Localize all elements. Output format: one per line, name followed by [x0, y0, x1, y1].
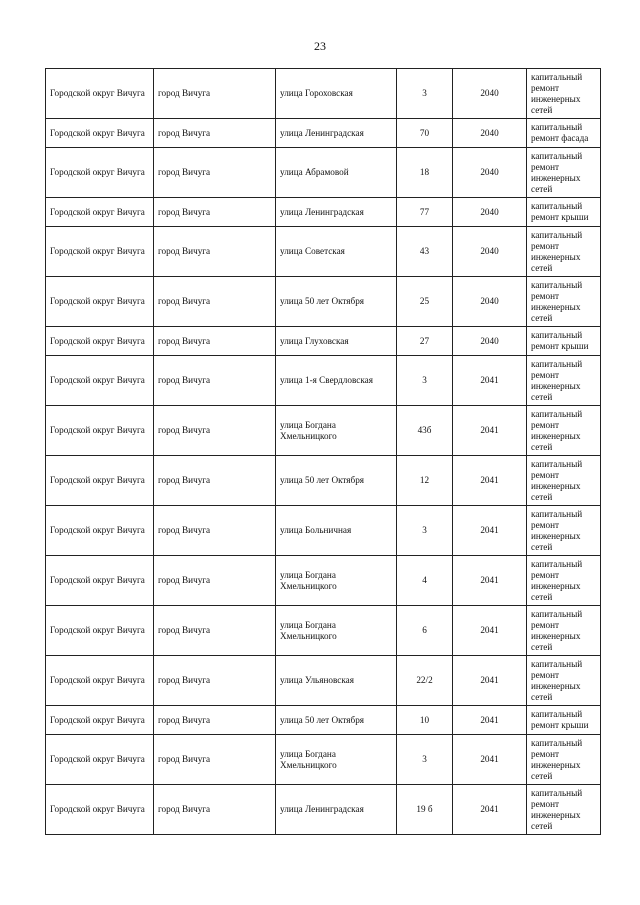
city-cell: город Вичуга — [154, 656, 276, 706]
work-cell: капитальный ремонт крыши — [527, 198, 601, 227]
okrug-cell: Городской округ Вичуга — [46, 356, 154, 406]
house-cell: 12 — [397, 456, 453, 506]
year-cell: 2041 — [453, 656, 527, 706]
house-cell: 25 — [397, 277, 453, 327]
year-cell: 2040 — [453, 227, 527, 277]
house-cell: 3 — [397, 69, 453, 119]
street-cell: улица Богдана Хмельницкого — [276, 556, 397, 606]
city-cell: город Вичуга — [154, 198, 276, 227]
year-cell: 2041 — [453, 606, 527, 656]
work-cell: капитальный ремонт фасада — [527, 119, 601, 148]
city-cell: город Вичуга — [154, 785, 276, 835]
city-cell: город Вичуга — [154, 119, 276, 148]
city-cell: город Вичуга — [154, 148, 276, 198]
okrug-cell: Городской округ Вичуга — [46, 735, 154, 785]
okrug-cell: Городской округ Вичуга — [46, 656, 154, 706]
okrug-cell: Городской округ Вичуга — [46, 119, 154, 148]
house-cell: 3 — [397, 735, 453, 785]
work-cell: капитальный ремонт крыши — [527, 327, 601, 356]
house-cell: 27 — [397, 327, 453, 356]
table-row — [46, 327, 601, 356]
year-cell: 2040 — [453, 148, 527, 198]
table-row — [46, 506, 601, 556]
year-cell: 2040 — [453, 69, 527, 119]
city-cell: город Вичуга — [154, 506, 276, 556]
city-cell: город Вичуга — [154, 556, 276, 606]
table-row — [46, 69, 601, 119]
okrug-cell: Городской округ Вичуга — [46, 556, 154, 606]
house-cell: 18 — [397, 148, 453, 198]
city-cell: город Вичуга — [154, 277, 276, 327]
city-cell: город Вичуга — [154, 69, 276, 119]
table-row — [46, 227, 601, 277]
city-cell: город Вичуга — [154, 356, 276, 406]
house-cell: 70 — [397, 119, 453, 148]
work-cell: капитальный ремонт инженерных сетей — [527, 406, 601, 456]
table-row — [46, 556, 601, 606]
okrug-cell: Городской округ Вичуга — [46, 69, 154, 119]
year-cell: 2041 — [453, 406, 527, 456]
table-body — [46, 69, 601, 835]
work-cell: капитальный ремонт инженерных сетей — [527, 656, 601, 706]
street-cell: улица 50 лет Октября — [276, 456, 397, 506]
city-cell: город Вичуга — [154, 706, 276, 735]
year-cell: 2041 — [453, 556, 527, 606]
work-cell: капитальный ремонт инженерных сетей — [527, 69, 601, 119]
house-cell: 19 б — [397, 785, 453, 835]
work-cell: капитальный ремонт инженерных сетей — [527, 735, 601, 785]
street-cell: улица Богдана Хмельницкого — [276, 606, 397, 656]
table-row — [46, 406, 601, 456]
street-cell: улица Глуховская — [276, 327, 397, 356]
street-cell: улица Ленинградская — [276, 198, 397, 227]
okrug-cell: Городской округ Вичуга — [46, 327, 154, 356]
year-cell: 2041 — [453, 456, 527, 506]
street-cell: улица Ленинградская — [276, 785, 397, 835]
work-cell: капитальный ремонт инженерных сетей — [527, 785, 601, 835]
street-cell: улица Больничная — [276, 506, 397, 556]
table-row — [46, 119, 601, 148]
house-cell: 22/2 — [397, 656, 453, 706]
work-cell: капитальный ремонт инженерных сетей — [527, 356, 601, 406]
house-cell: 3 — [397, 356, 453, 406]
work-cell: капитальный ремонт инженерных сетей — [527, 148, 601, 198]
table-row — [46, 356, 601, 406]
year-cell: 2041 — [453, 706, 527, 735]
okrug-cell: Городской округ Вичуга — [46, 506, 154, 556]
work-cell: капитальный ремонт инженерных сетей — [527, 606, 601, 656]
house-cell: 43б — [397, 406, 453, 456]
street-cell: улица 1-я Свердловская — [276, 356, 397, 406]
house-cell: 3 — [397, 506, 453, 556]
okrug-cell: Городской округ Вичуга — [46, 785, 154, 835]
city-cell: город Вичуга — [154, 327, 276, 356]
street-cell: улица Богдана Хмельницкого — [276, 406, 397, 456]
table-row — [46, 606, 601, 656]
table-row — [46, 277, 601, 327]
year-cell: 2041 — [453, 735, 527, 785]
city-cell: город Вичуга — [154, 606, 276, 656]
table-row — [46, 706, 601, 735]
street-cell: улица 50 лет Октября — [276, 277, 397, 327]
street-cell: улица Советская — [276, 227, 397, 277]
street-cell: улица Ленинградская — [276, 119, 397, 148]
work-cell: капитальный ремонт инженерных сетей — [527, 227, 601, 277]
okrug-cell: Городской округ Вичуга — [46, 406, 154, 456]
table-row — [46, 735, 601, 785]
street-cell: улица Ульяновская — [276, 656, 397, 706]
work-cell: капитальный ремонт инженерных сетей — [527, 456, 601, 506]
house-cell: 10 — [397, 706, 453, 735]
okrug-cell: Городской округ Вичуга — [46, 606, 154, 656]
city-cell: город Вичуга — [154, 406, 276, 456]
page-number: 23 — [314, 39, 326, 53]
year-cell: 2041 — [453, 506, 527, 556]
okrug-cell: Городской округ Вичуга — [46, 227, 154, 277]
work-cell: капитальный ремонт инженерных сетей — [527, 556, 601, 606]
okrug-cell: Городской округ Вичуга — [46, 456, 154, 506]
table-row — [46, 785, 601, 835]
year-cell: 2040 — [453, 198, 527, 227]
house-cell: 43 — [397, 227, 453, 277]
okrug-cell: Городской округ Вичуга — [46, 706, 154, 735]
year-cell: 2041 — [453, 785, 527, 835]
house-cell: 77 — [397, 198, 453, 227]
year-cell: 2040 — [453, 119, 527, 148]
table-row — [46, 148, 601, 198]
year-cell: 2041 — [453, 356, 527, 406]
city-cell: город Вичуга — [154, 735, 276, 785]
city-cell: город Вичуга — [154, 227, 276, 277]
okrug-cell: Городской округ Вичуга — [46, 148, 154, 198]
street-cell: улица Гороховская — [276, 69, 397, 119]
street-cell: улица 50 лет Октября — [276, 706, 397, 735]
table-row — [46, 456, 601, 506]
street-cell: улица Абрамовой — [276, 148, 397, 198]
work-cell: капитальный ремонт инженерных сетей — [527, 277, 601, 327]
table-row — [46, 656, 601, 706]
work-cell: капитальный ремонт крыши — [527, 706, 601, 735]
okrug-cell: Городской округ Вичуга — [46, 277, 154, 327]
city-cell: город Вичуга — [154, 456, 276, 506]
work-cell: капитальный ремонт инженерных сетей — [527, 506, 601, 556]
table-row — [46, 198, 601, 227]
house-cell: 4 — [397, 556, 453, 606]
repair-schedule-table — [45, 68, 601, 835]
street-cell: улица Богдана Хмельницкого — [276, 735, 397, 785]
house-cell: 6 — [397, 606, 453, 656]
year-cell: 2040 — [453, 327, 527, 356]
okrug-cell: Городской округ Вичуга — [46, 198, 154, 227]
year-cell: 2040 — [453, 277, 527, 327]
